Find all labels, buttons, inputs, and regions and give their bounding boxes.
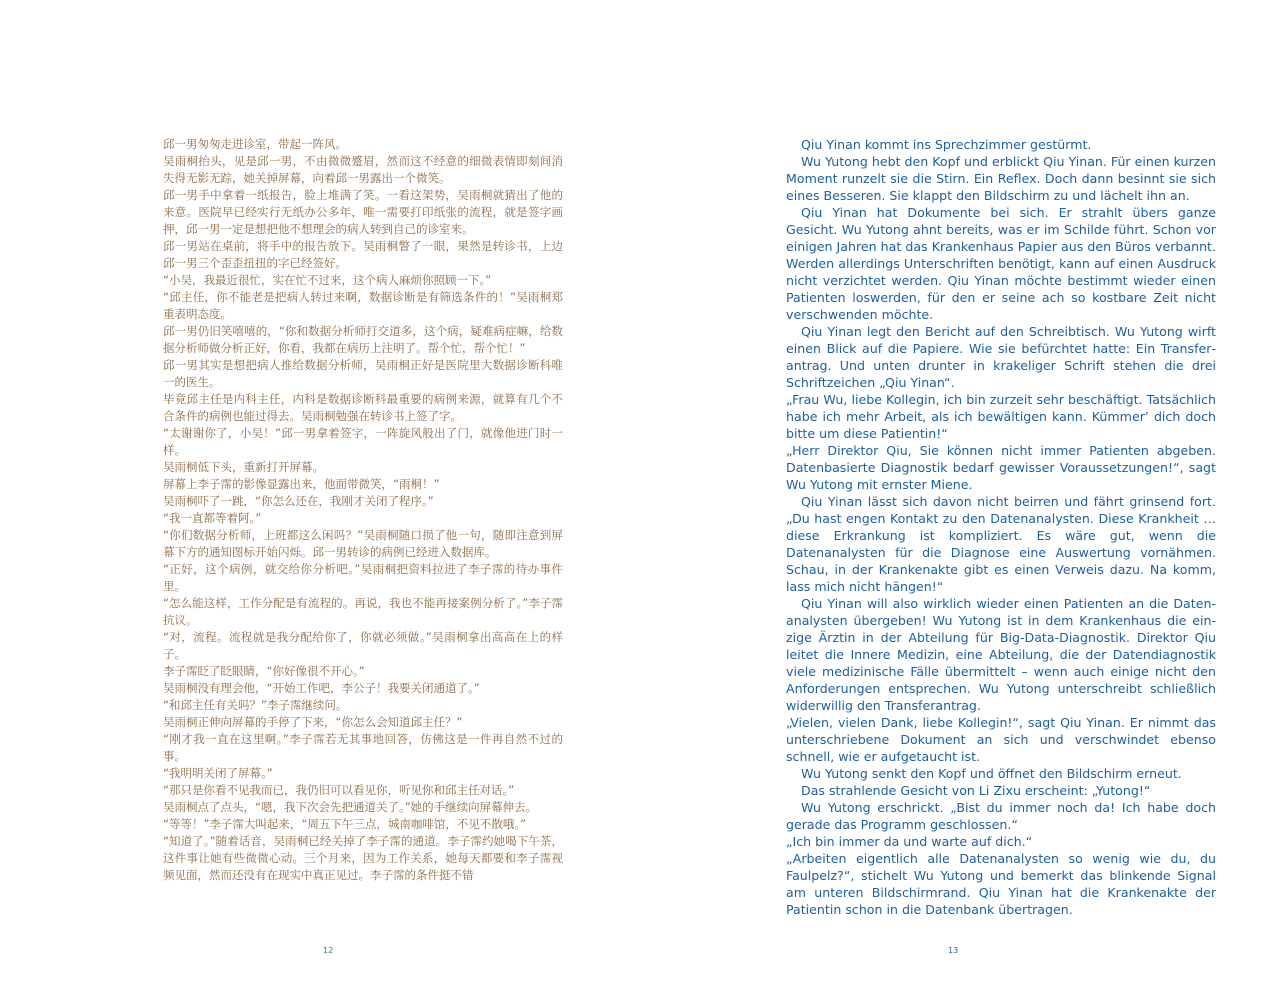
paragraph: 屏幕上李子霈的影像显露出来，他面带微笑，“雨桐！” xyxy=(163,477,440,491)
paragraph: Qiu Yinan kommt ins Sprechzimmer gestürmt. xyxy=(801,137,1092,152)
paragraph: 毕竟邱主任是内科主任，内科是数据诊断科最重要的病例来源，就算有几个不合条件的病例也能过得去。吴雨桐勉强在转诊书上签了字。 xyxy=(163,392,563,423)
paragraph: Wu Yutong erschrickt. „Bist du immer noch da! Ich habe doch gerade das Programm geschlossen.“ xyxy=(786,800,1216,832)
paragraph: „Arbeiten eigentlich alle Datenanalysten so wenig wie du, du Faulpelz?“, stichelt Wu Yutong und bemerkt das blinkende Signal am unteren Bildschirmrand. Qiu Yinan hat die Krankenakte der Patientin schon in die Datenbank übertragen. xyxy=(786,851,1216,917)
paragraph: “正好，这个病例，就交给你分析吧。”吴雨桐把资料拉进了李子霈的待办事件里。 xyxy=(163,562,563,593)
paragraph: „Ich bin immer da und warte auf dich.“ xyxy=(786,834,1033,849)
paragraph: „Vielen, vielen Dank, liebe Kollegin!“, sagt Qiu Yinan. Er nimmt das unterschriebene Dokument an sich und verschwindet ebenso schnell, wie er aufgetaucht ist. xyxy=(786,715,1216,764)
paragraph: 邱一男匆匆走进诊室，带起一阵风。 xyxy=(163,137,347,151)
chinese-text-block xyxy=(163,136,563,884)
paragraph: Das strahlende Gesicht von Li Zixu erscheint: „Yutong!“ xyxy=(801,783,1151,798)
paragraph: “我明明关闭了屏幕。” xyxy=(163,766,273,780)
page-number-left: 12 xyxy=(323,946,334,955)
paragraph: 吴雨桐正伸向屏幕的手停了下来，“你怎么会知道邱主任？” xyxy=(163,715,463,729)
paragraph: 邱一男其实是想把病人推给数据分析师，吴雨桐正好是医院里大数据诊断科唯一的医生。 xyxy=(163,358,563,389)
paragraph: “小吴，我最近很忙，实在忙不过来，这个病人麻烦你照顾一下。” xyxy=(163,273,492,287)
paragraph: “对，流程。流程就是我分配给你了，你就必须做。”吴雨桐拿出高高在上的样子。 xyxy=(163,630,563,661)
paragraph: “和邱主任有关吗？”李子霈继续问。 xyxy=(163,698,348,712)
paragraph: 李子霈眨了眨眼睛，“你好像很不开心。” xyxy=(163,664,365,678)
paragraph: 吴雨桐没有理会他，“开始工作吧，李公子！我要关闭通道了。” xyxy=(163,681,480,695)
paragraph: Wu Yutong hebt den Kopf und erblickt Qiu Yinan. Für einen kurzen Moment runzelt sie die Stirn. Ein Reflex. Doch dann besinnt sie sich eines Besseren. Sie klappt den Bildschirm zu und lächelt ihn an. xyxy=(786,154,1216,203)
paragraph: Qiu Yinan hat Dokumente bei sich. Er strahlt übers ganze Gesicht. Wu Yutong ahnt bereits, was er im Schilde führt. Schon vor einigen Jahren hat das Krankenhaus Papier aus den Büros verbannt. Werden allerdings Unterschriften benötigt, kann auf einen Ausdruck nicht verzichtet werden. Qiu Yinan möchte bestimmt wieder einen Patienten loswerden, für den er seine ach so kostbare Zeit nicht verschwenden möchte. xyxy=(786,205,1216,322)
paragraph: “知道了。”随着话音，吴雨桐已经关掉了李子霈的通道。李子霈约她喝下午茶，这件事让她有些微微心动。三个月来，因为工作关系，她每天都要和李子霈视频见面，然而还没有在现实中真正见过。李子霈的条件挺不错 xyxy=(163,834,563,882)
right-page xyxy=(640,0,1280,988)
paragraph: 邱一男站在桌前，将手中的报告放下。吴雨桐瞥了一眼，果然是转诊书，上边邱一男三个歪歪扭扭的字已经签好。 xyxy=(163,239,563,270)
paragraph: 邱一男手中拿着一纸报告，脸上堆满了笑。一看这架势，吴雨桐就猜出了他的来意。医院早已经实行无纸办公多年，唯一需要打印纸张的流程，就是签字画押，邱一男一定是想把他不想理会的病人转到自己的诊室来。 xyxy=(163,188,563,236)
paragraph: “你们数据分析师，上班都这么闲吗？”吴雨桐随口损了他一句，随即注意到屏幕下方的通知图标开始闪烁。邱一男转诊的病例已经进入数据库。 xyxy=(163,528,563,559)
paragraph: “刚才我一直在这里啊。”李子霈若无其事地回答，仿佛这是一件再自然不过的事。 xyxy=(163,732,563,763)
german-text-block xyxy=(786,136,1216,918)
paragraph: 邱一男仍旧笑嘻嘻的，“你和数据分析师打交道多，这个病，疑难病症嘛，给数据分析师做分析正好，你看，我都在病历上注明了。帮个忙，帮个忙！” xyxy=(163,324,563,355)
paragraph: “怎么能这样，工作分配是有流程的。再说，我也不能再接案例分析了。”李子霈抗议。 xyxy=(163,596,563,627)
paragraph: Wu Yutong senkt den Kopf und öffnet den Bildschirm erneut. xyxy=(801,766,1182,781)
paragraph: „Frau Wu, liebe Kollegin, ich bin zurzeit sehr beschäftigt. Tatsächlich habe ich mehr Arbeit, als ich bewältigen kann. Kümmer’ dich doch bitte um diese Patientin!“ xyxy=(786,392,1216,441)
paragraph: 吴雨桐抬头，见是邱一男，不由微微蹙眉，然而这不经意的细微表情即刻间消失得无影无踪，她关掉屏幕，向着邱一男露出一个微笑。 xyxy=(163,154,563,185)
paragraph: „Herr Direktor Qiu, Sie können nicht immer Patienten abgeben. Datenbasierte Diagnostik bedarf gewisser Voraussetzungen!“, sagt Wu Yutong mit ernster Miene. xyxy=(786,443,1216,492)
paragraph: “邱主任，你不能老是把病人转过来啊，数据诊断是有筛选条件的！”吴雨桐郑重表明态度。 xyxy=(163,290,563,321)
paragraph: 吴雨桐吓了一跳，“你怎么还在，我刚才关闭了程序。” xyxy=(163,494,434,508)
page-number-right: 13 xyxy=(948,946,959,955)
paragraph: Qiu Yinan legt den Bericht auf den Schreibtisch. Wu Yutong wirft einen Blick auf die Papiere. Wie sie befürchtet hatte: Ein Transferantrag. Und unten drunter in krakeliger Schrift stehen die drei Schriftzeichen „Qiu Yinan“. xyxy=(786,324,1216,390)
paragraph: Qiu Yinan lässt sich davon nicht beirren und fährt grinsend fort. „Du hast engen Kontakt zu den Datenanalysten. Diese Krankheit … diese Erkrankung ist kompliziert. Es wäre gut, wenn die Datenanalysten für die Diagnose eine Auswertung vornähmen. Schau, in der Krankenakte gibt es einen Verweis dazu. Na komm, lass mich nicht hängen!“ xyxy=(786,494,1216,594)
paragraph: “太谢谢你了，小吴！”邱一男拿着签字，一阵旋风般出了门，就像他进门时一样。 xyxy=(163,426,563,457)
paragraph: “那只是你看不见我而已，我仍旧可以看见你，听见你和邱主任对话。” xyxy=(163,783,515,797)
paragraph: “等等！”李子霈大叫起来，“周五下午三点，城南咖啡馆，不见不散哦。” xyxy=(163,817,527,831)
paragraph: 吴雨桐点了点头，“嗯，我下次会先把通道关了。”她的手继续向屏幕伸去。 xyxy=(163,800,538,814)
paragraph: 吴雨桐低下头，重新打开屏幕。 xyxy=(163,460,324,474)
paragraph: “我一直都等着阿。” xyxy=(163,511,262,525)
paragraph: Qiu Yinan will also wirklich wieder einen Patienten an die Datenanalysten übergeben! Wu Yutong ist in dem Krankenhaus die einzige Ärztin in der Abteilung für Big-Data-Diagnostik. Direktor Qiu leitet die Innere Medizin, eine Abteilung, die der Datendiagnostik viele medizinische Fälle übermittelt – wenn auch einige nicht den Anforderungen entsprechen. Wu Yutong unterschreibt schließlich widerwillig den Transferantrag. xyxy=(786,596,1216,713)
